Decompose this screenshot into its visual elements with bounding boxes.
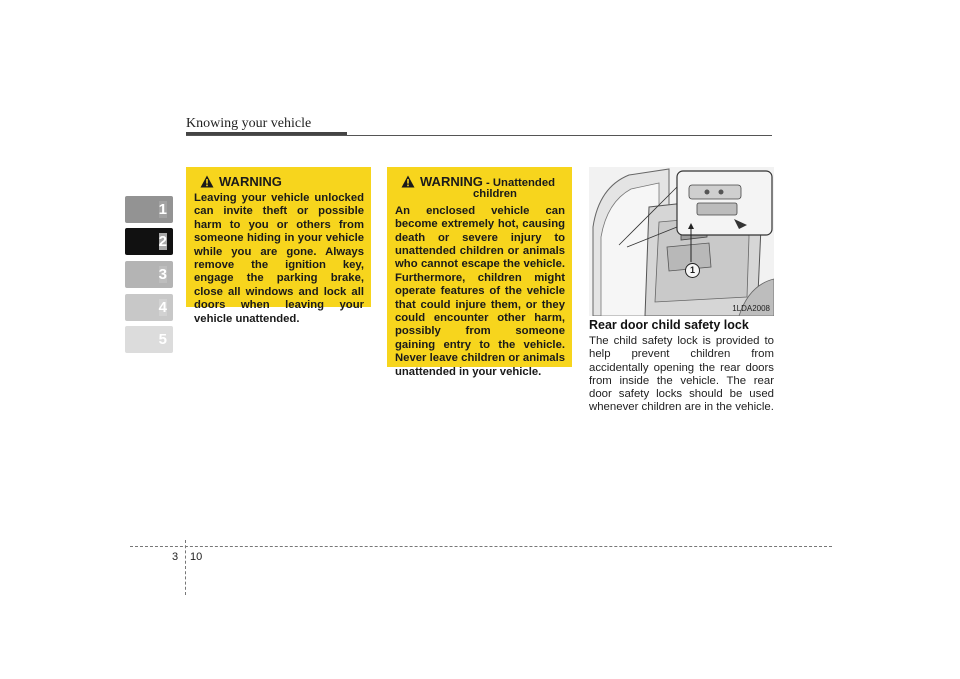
chapter-tab-3[interactable]: [125, 261, 173, 288]
chapter-tab-label: 9: [158, 461, 167, 478]
chapter-tab-label: 1: [158, 201, 167, 218]
chapter-tab-9[interactable]: [125, 456, 173, 483]
rear-door-illustration: [589, 167, 774, 316]
chapter-tab-label: 3: [158, 266, 167, 283]
chapter-tab-4[interactable]: [125, 294, 173, 321]
chapter-tab-6[interactable]: [125, 359, 173, 386]
header-title: Knowing your vehicle: [186, 116, 312, 131]
chapter-tab-5[interactable]: [125, 326, 173, 353]
footer-rule: [130, 546, 832, 547]
warning-triangle-icon: [200, 175, 214, 188]
warning-body: An enclosed vehicle can become extremely hot, causing death or severe injury to unattended children or animals who cannot escape the vehicle. Furthermore, children might operate features of the vehicle that could injure them, or they could encounter other harm, possibly from someone gaining entry to the vehicle. Never leave children or animals unattended in your vehicle.: [395, 204, 565, 378]
warning-body: Leaving your vehicle unlocked can invite theft or possible harm to you or others from someone hiding in your vehicle while you are gone. Always remove the ignition key, engage the parking brake, close all windows and lock all doors when leaving your vehicle unattended.: [194, 192, 364, 325]
page-chapter-number: 3: [172, 551, 179, 563]
chapter-tab-label: 2: [158, 233, 167, 250]
rear-door-drawing: [589, 167, 774, 316]
callout-number-1: 1: [685, 263, 700, 278]
chapter-tab-label: 4: [158, 299, 167, 316]
section-body: The child safety lock is provided to help prevent children from accidentally opening the rear doors from inside the vehicle. The rear door safety locks should be used whenever children are in the vehicle.: [589, 335, 774, 414]
warning-title: WARNING: [219, 174, 282, 189]
chapter-tab-label: 6: [158, 364, 167, 381]
figure-code: 1LDA2008: [732, 304, 770, 313]
chapter-tab-2[interactable]: [125, 228, 173, 255]
warning-header: [194, 175, 364, 189]
section-title: Rear door child safety lock: [589, 318, 749, 332]
warning-title: WARNING: [420, 174, 483, 189]
warning-triangle-icon: [401, 175, 415, 188]
warning-subtitle-cont: children: [473, 188, 517, 201]
warning-box-children: [387, 167, 572, 378]
footer-divider: [185, 540, 186, 595]
warning-box-theft: [186, 167, 371, 325]
chapter-tab-7[interactable]: [125, 391, 173, 418]
chapter-tab-1[interactable]: [125, 196, 173, 223]
chapter-tab-8[interactable]: [125, 424, 173, 451]
chapter-tab-label: 7: [158, 396, 167, 413]
chapter-tab-label: 5: [158, 331, 167, 348]
chapter-tab-label: 8: [158, 429, 167, 446]
header-rule: [186, 135, 772, 136]
page-number: 10: [190, 551, 203, 563]
warning-subtitle: - Unattended: [485, 177, 556, 189]
